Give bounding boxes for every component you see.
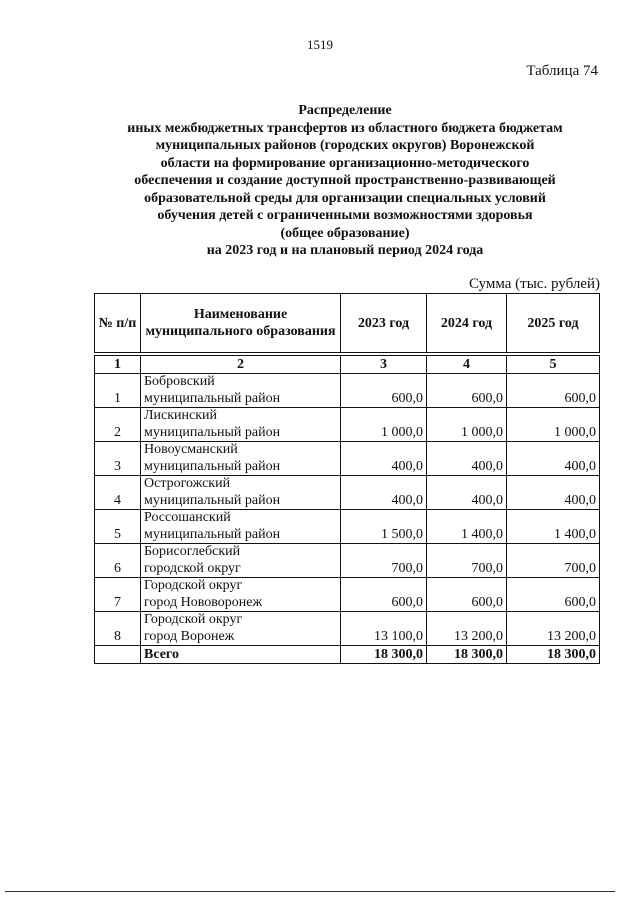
column-number-row (95, 356, 600, 374)
value-2023: 400,0 (341, 476, 427, 510)
value-2025: 600,0 (507, 374, 600, 408)
value-2024: 700,0 (427, 544, 507, 578)
title-line: области на формирование организационно-методического (160, 155, 530, 171)
row-number: 4 (95, 476, 141, 510)
table-row (95, 612, 600, 646)
total-label: Всего (141, 646, 341, 664)
column-number: 2 (141, 356, 341, 374)
value-2023: 1 000,0 (341, 408, 427, 442)
value-2023: 700,0 (341, 544, 427, 578)
row-number: 2 (95, 408, 141, 442)
row-municipality (141, 408, 341, 442)
document-title (90, 102, 600, 260)
header-2023: 2023 год (341, 294, 427, 353)
table-row (95, 442, 600, 476)
title-line: образовательной среды для организации специальных условий (144, 190, 546, 206)
value-2024: 400,0 (427, 476, 507, 510)
municipality-name-line1: Новоусманский (144, 442, 238, 457)
value-2025: 600,0 (507, 578, 600, 612)
distribution-table (94, 293, 600, 664)
value-2023: 400,0 (341, 442, 427, 476)
value-2024: 13 200,0 (427, 612, 507, 646)
total-2024: 18 300,0 (427, 646, 507, 664)
title-line: иных межбюджетных трансфертов из областного бюджета бюджетам (127, 120, 563, 136)
row-municipality (141, 612, 341, 646)
column-number: 5 (507, 356, 600, 374)
row-municipality (141, 510, 341, 544)
value-2024: 600,0 (427, 374, 507, 408)
municipality-name-line2: муниципальный район (144, 526, 281, 542)
value-2024: 600,0 (427, 578, 507, 612)
row-municipality (141, 374, 341, 408)
municipality-name-line2: городской округ (144, 560, 241, 576)
municipality-name-line1: Бобровский (144, 374, 215, 389)
table-header-row (95, 294, 600, 353)
value-2024: 1 400,0 (427, 510, 507, 544)
value-2024: 1 000,0 (427, 408, 507, 442)
title-line: Распределение (298, 103, 392, 118)
unit-label: Сумма (тыс. рублей) (468, 276, 600, 292)
row-number: 8 (95, 612, 141, 646)
title-line: (общее образование) (280, 225, 410, 241)
value-2025: 400,0 (507, 476, 600, 510)
row-number: 5 (95, 510, 141, 544)
total-number-cell (95, 646, 141, 664)
row-municipality (141, 442, 341, 476)
row-number: 1 (95, 374, 141, 408)
municipality-name-line1: Острогожский (144, 476, 231, 491)
row-municipality (141, 578, 341, 612)
municipality-name-line1: Лискинский (144, 408, 217, 423)
row-number: 3 (95, 442, 141, 476)
value-2023: 600,0 (341, 578, 427, 612)
table-row (95, 510, 600, 544)
table-row (95, 544, 600, 578)
value-2023: 13 100,0 (341, 612, 427, 646)
total-row (95, 646, 600, 664)
municipality-name-line1: Городской округ (144, 612, 243, 627)
table-row (95, 476, 600, 510)
column-number: 4 (427, 356, 507, 374)
municipality-name-line2: муниципальный район (144, 458, 281, 474)
municipality-name-line2: город Нововоронеж (144, 594, 263, 610)
row-number: 6 (95, 544, 141, 578)
municipality-name-line2: муниципальный район (144, 390, 281, 406)
municipality-name-line2: муниципальный район (144, 424, 281, 440)
value-2023: 1 500,0 (341, 510, 427, 544)
row-municipality (141, 544, 341, 578)
column-number: 1 (95, 356, 141, 374)
column-number: 3 (341, 356, 427, 374)
municipality-name-line1: Городской округ (144, 578, 243, 593)
value-2025: 700,0 (507, 544, 600, 578)
title-line: обучения детей с ограниченными возможностями здоровья (157, 208, 533, 223)
municipality-name-line2: муниципальный район (144, 492, 281, 508)
header-number: № п/п (95, 294, 141, 353)
total-2025: 18 300,0 (507, 646, 600, 664)
title-line: муниципальных районов (городских округов) Воронежской (155, 138, 535, 153)
value-2025: 13 200,0 (507, 612, 600, 646)
page-number: 1519 (307, 37, 333, 52)
value-2025: 1 400,0 (507, 510, 600, 544)
table-row (95, 374, 600, 408)
header-2024: 2024 год (427, 294, 507, 353)
municipality-name-line1: Россошанский (144, 510, 231, 525)
municipality-name-line2: город Воронеж (144, 628, 235, 644)
row-number: 7 (95, 578, 141, 612)
footer-divider (5, 891, 615, 892)
value-2024: 400,0 (427, 442, 507, 476)
table-row (95, 408, 600, 442)
value-2025: 400,0 (507, 442, 600, 476)
title-line: на 2023 год и на плановый период 2024 года (206, 243, 484, 258)
header-2025: 2025 год (507, 294, 600, 353)
row-municipality (141, 476, 341, 510)
table-label: Таблица 74 (526, 63, 598, 79)
table-row (95, 578, 600, 612)
total-2023: 18 300,0 (341, 646, 427, 664)
municipality-name-line1: Борисоглебский (144, 544, 241, 559)
title-line: обеспечения и создание доступной пространственно-развивающей (134, 173, 556, 188)
value-2023: 600,0 (341, 374, 427, 408)
value-2025: 1 000,0 (507, 408, 600, 442)
header-name: Наименование муниципального образования (141, 294, 341, 353)
